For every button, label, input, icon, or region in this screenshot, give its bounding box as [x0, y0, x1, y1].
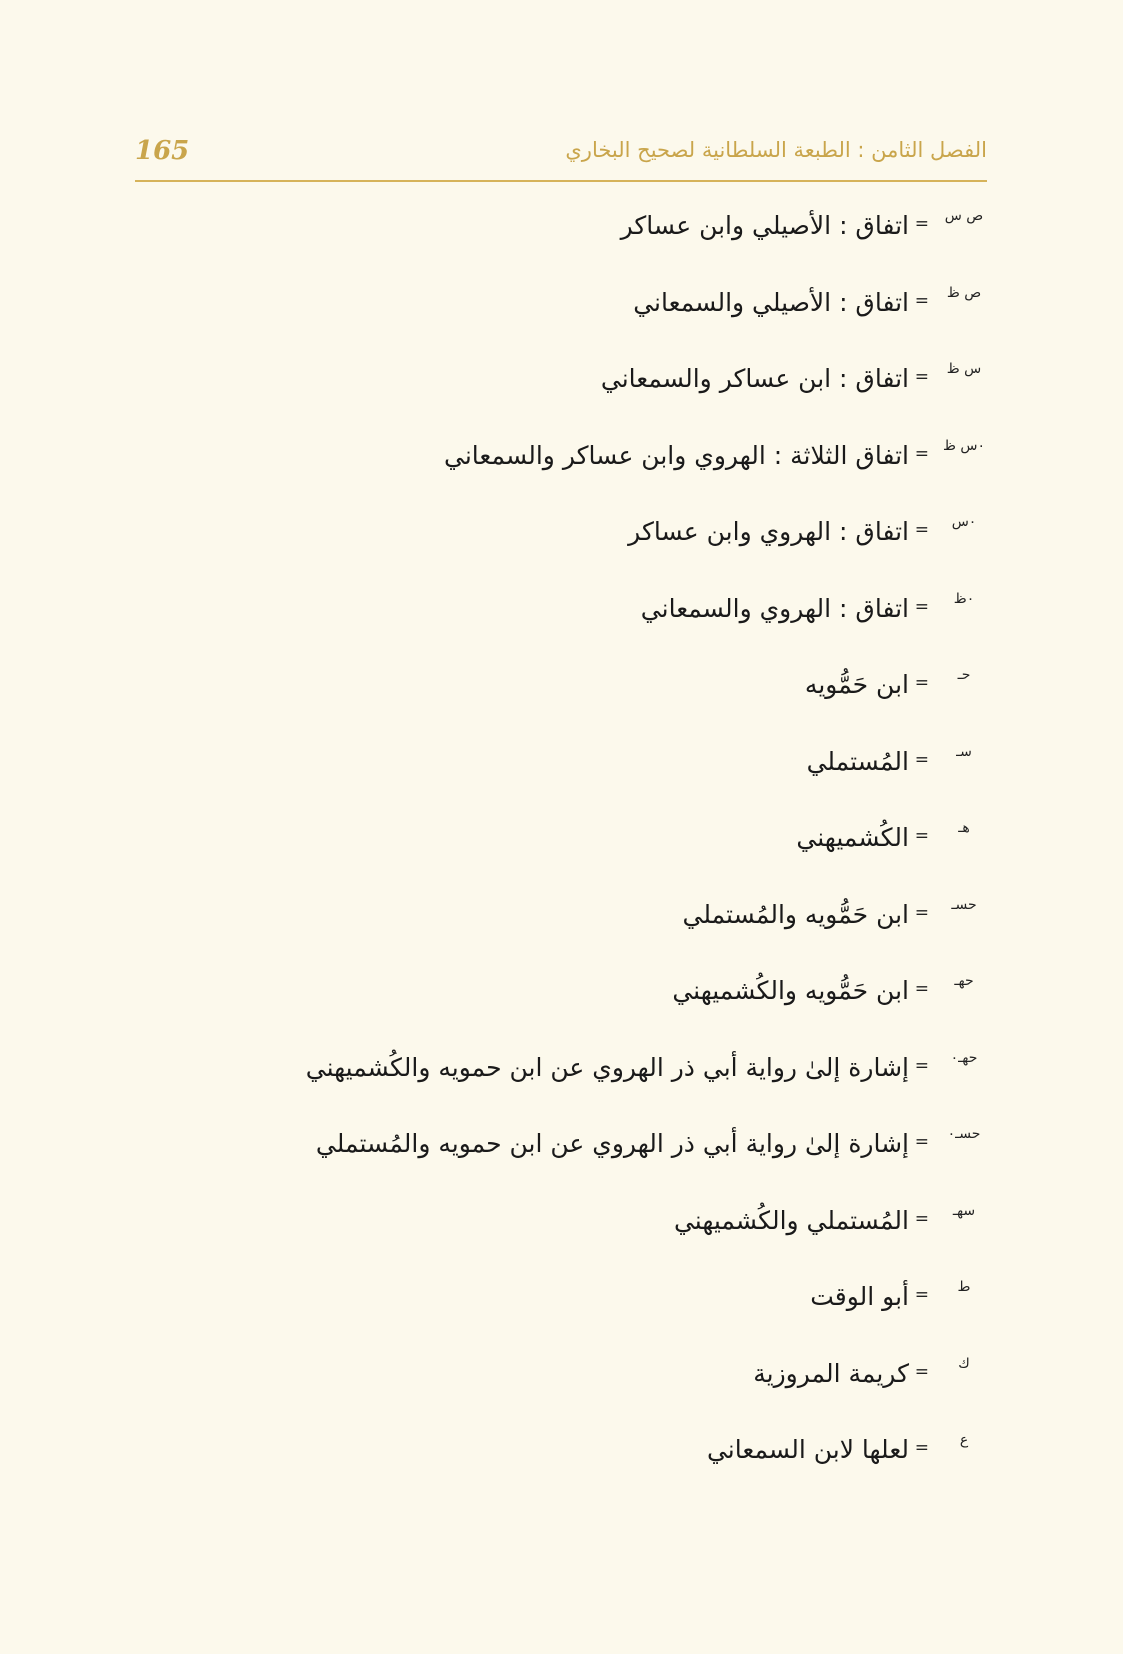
legend-entry — [167, 590, 987, 672]
equals-sign: = — [914, 749, 929, 770]
legend-description: اتفاق : ابن عساكر والسمعاني — [600, 364, 909, 393]
legend-symbol: ٠س ظ — [942, 437, 986, 454]
legend-entry — [167, 1279, 987, 1360]
legend-description: اتفاق : الهروي والسمعاني — [640, 593, 909, 623]
legend-symbol: ط — [957, 1279, 971, 1295]
equals-sign: = — [914, 596, 929, 617]
symbol-legend — [167, 208, 987, 1513]
legend-symbol: ك — [958, 1355, 970, 1372]
legend-description: اتفاق : الأصيلي والسمعاني — [633, 287, 909, 317]
legend-description: الكُشميهني — [796, 823, 909, 852]
legend-description: ابن حَمُّويه والمُستملي — [682, 899, 909, 929]
legend-description: لعلها لابن السمعاني — [706, 1435, 909, 1464]
running-title: الفصل الثامن : الطبعة السلطانية لصحيح البخاري — [565, 138, 987, 162]
legend-symbol: ٠ظ — [953, 590, 975, 607]
legend-entry — [167, 896, 987, 978]
legend-entry — [167, 437, 987, 519]
legend-symbol: ع — [959, 1432, 969, 1448]
equals-sign: = — [914, 979, 929, 999]
legend-entry — [167, 820, 987, 901]
equals-sign: = — [914, 367, 929, 387]
legend-symbol: هـ — [958, 820, 970, 836]
legend-entry — [167, 743, 987, 825]
equals-sign: = — [914, 826, 929, 846]
equals-sign: = — [914, 1208, 929, 1229]
legend-symbol: حسـ — [951, 896, 977, 913]
legend-entry — [167, 973, 987, 1054]
legend-description: ابن حَمُّويه — [804, 670, 909, 699]
equals-sign: = — [914, 214, 929, 234]
legend-symbol: حـ — [957, 667, 971, 683]
legend-entry — [167, 1126, 987, 1207]
legend-symbol: سهـ — [952, 1202, 976, 1219]
legend-symbol: ص ظ — [946, 284, 982, 301]
equals-sign: = — [914, 1285, 929, 1305]
legend-description: إشارة إلىٰ رواية أبي ذر الهروي عن ابن حمويه والمُستملي — [315, 1129, 909, 1158]
legend-symbol: سـ — [956, 743, 972, 760]
legend-description: المُستملي والكُشميهني — [673, 1205, 909, 1235]
legend-description: اتفاق : الهروي وابن عساكر — [628, 517, 909, 546]
legend-description: ابن حَمُّويه والكُشميهني — [672, 976, 909, 1005]
legend-description: اتفاق : الأصيلي وابن عساكر — [620, 211, 909, 240]
equals-sign: = — [914, 902, 929, 923]
legend-entry — [167, 667, 987, 748]
equals-sign: = — [914, 290, 929, 311]
equals-sign: = — [914, 1361, 929, 1382]
legend-entry — [167, 1355, 987, 1437]
legend-symbol: حهـ٠ — [950, 1049, 978, 1066]
legend-description: إشارة إلىٰ رواية أبي ذر الهروي عن ابن حمويه والكُشميهني — [305, 1052, 909, 1082]
legend-symbol: ص س — [944, 208, 984, 224]
legend-entry — [167, 208, 987, 289]
legend-description: أبو الوقت — [810, 1282, 909, 1311]
legend-symbol: حهـ — [954, 973, 974, 989]
legend-entry — [167, 1049, 987, 1131]
equals-sign: = — [914, 520, 929, 540]
legend-description: اتفاق الثلاثة : الهروي وابن عساكر والسمعاني — [444, 440, 909, 470]
equals-sign: = — [914, 443, 929, 464]
legend-description: كريمة المروزية — [753, 1358, 909, 1388]
equals-sign: = — [914, 1438, 929, 1458]
page-number: 165 — [135, 136, 190, 166]
legend-entry — [167, 361, 987, 442]
legend-symbol: ٠س — [951, 514, 977, 530]
equals-sign: = — [914, 1132, 929, 1152]
equals-sign: = — [914, 1055, 929, 1076]
equals-sign: = — [914, 673, 929, 693]
legend-symbol: حسـ٠ — [947, 1126, 981, 1142]
legend-symbol: س ظ — [946, 361, 982, 377]
legend-entry — [167, 284, 987, 366]
legend-entry — [167, 1202, 987, 1284]
legend-entry — [167, 1432, 987, 1513]
legend-description: المُستملي — [806, 746, 909, 776]
page-header — [135, 128, 987, 182]
legend-entry — [167, 514, 987, 595]
